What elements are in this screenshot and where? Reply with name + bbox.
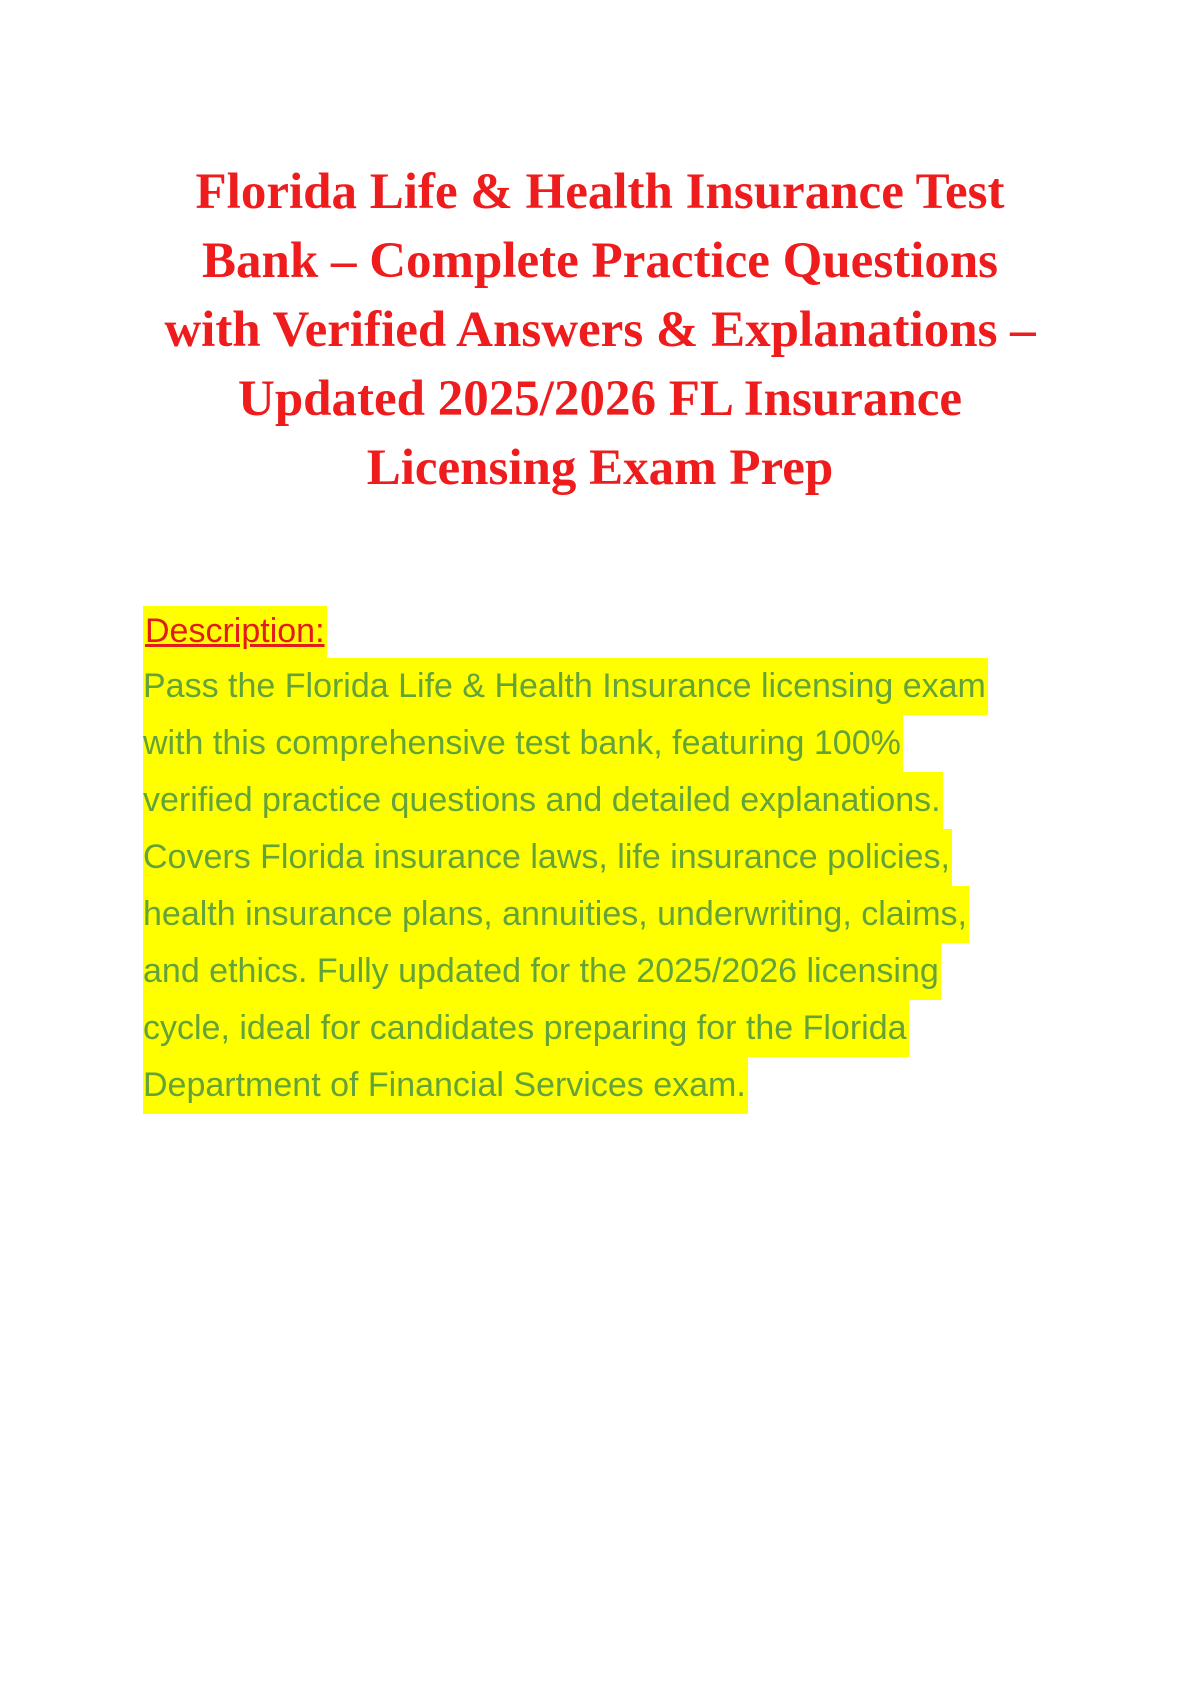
description-line: Department of Financial Services exam. (143, 1057, 748, 1114)
description-section (143, 606, 1043, 1114)
title-line: Florida Life & Health Insurance Test (195, 164, 1005, 220)
description-heading: Description: (143, 606, 327, 658)
title-line: Bank – Complete Practice Questions (201, 233, 999, 289)
description-line: with this comprehensive test bank, featuring 100% (143, 715, 903, 772)
description-line: health insurance plans, annuities, underwriting, claims, (143, 886, 969, 943)
description-line: verified practice questions and detailed explanations. (143, 772, 943, 829)
description-line: Pass the Florida Life & Health Insurance licensing exam (143, 658, 988, 715)
description-line: cycle, ideal for candidates preparing for the Florida (143, 1000, 909, 1057)
description-line: Covers Florida insurance laws, life insurance policies, (143, 829, 952, 886)
title-line: with Verified Answers & Explanations – (164, 302, 1036, 358)
title-line: Licensing Exam Prep (366, 440, 834, 496)
title-line: Updated 2025/2026 FL Insurance (237, 371, 962, 427)
description-line: and ethics. Fully updated for the 2025/2026 licensing (143, 943, 941, 1000)
document-title (120, 158, 1080, 503)
description-body (143, 658, 1043, 1114)
